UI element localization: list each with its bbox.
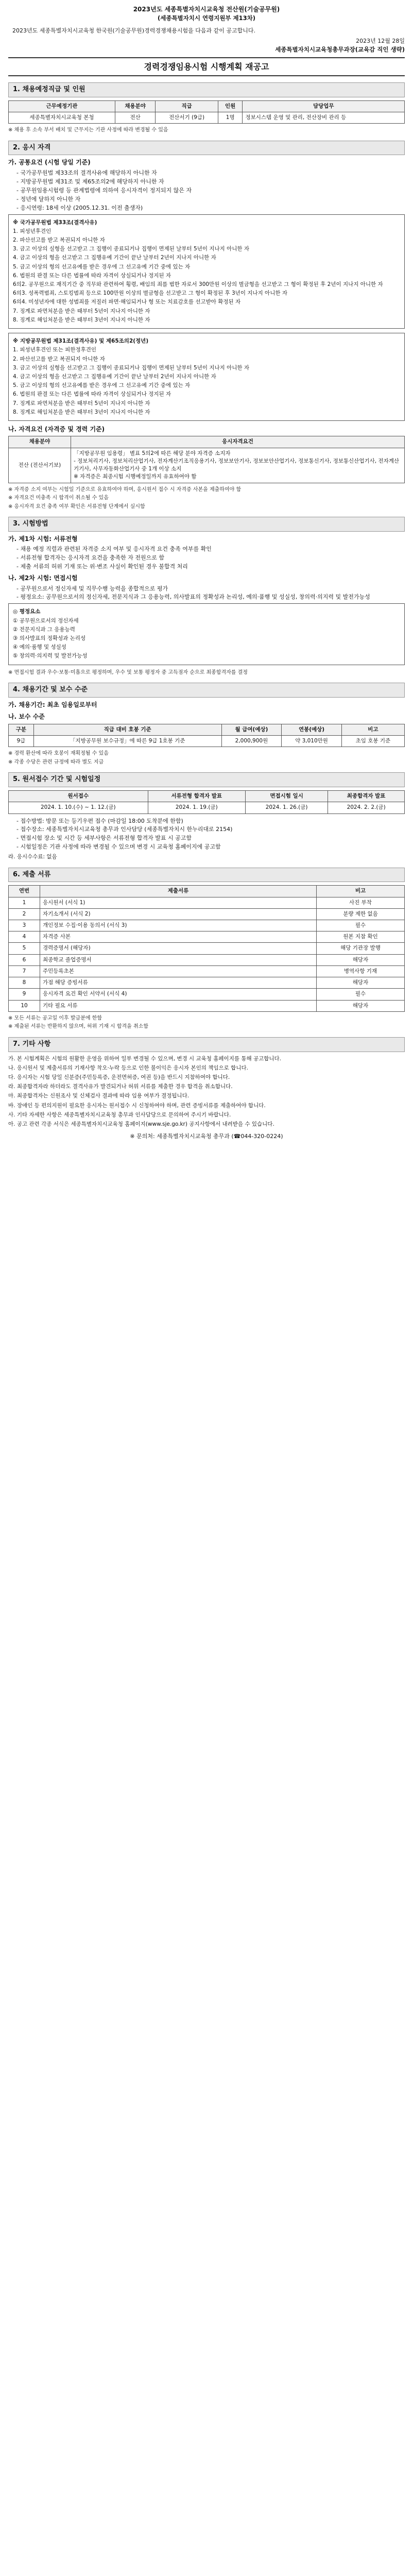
cell: 약 3,010만원: [282, 736, 341, 747]
table-row: [9, 965, 405, 977]
documents-table: [8, 885, 405, 1011]
col-monthly: 월 급여(예상): [221, 724, 282, 735]
list-item: 5. 금고 이상의 형의 선고유예를 받은 경우에 그 선고유예 기간 중에 있는 자: [13, 263, 191, 270]
list-item: ② 전문지식과 그 응용능력: [13, 626, 75, 633]
table-row: [9, 897, 405, 908]
cell: 2024. 1. 26.(금): [245, 802, 328, 814]
col-application: 원서접수: [9, 791, 148, 802]
list-item: - 시험일정은 기관 사정에 따라 변경될 수 있으며 변경 시 교육청 홈페이지에 공고함: [16, 843, 405, 851]
section-7-heading: 7. 기타 사항: [8, 1037, 405, 1052]
qualification-heading: 나. 자격요건 (자격증 및 경력 기준): [8, 426, 105, 433]
cell: 병역사항 기재: [317, 965, 405, 977]
list-item: - 정년에 달하지 아니한 자: [16, 195, 405, 204]
term-heading: 가. 채용기간: 최초 임용일로부터: [8, 701, 97, 709]
cell: 전산서기 (9급): [156, 112, 218, 123]
local-title: ※ 지방공무원법 제31조(결격사유) 및 제65조의2(정년): [13, 338, 149, 345]
table-row: [9, 736, 405, 747]
cell: 2,000,900원: [221, 736, 282, 747]
section-5-heading: 5. 원서접수 기간 및 시험일정: [8, 772, 405, 787]
table-row: [9, 112, 405, 123]
col-final-result: 최종합격자 발표: [328, 791, 405, 802]
table-row: [9, 1000, 405, 1011]
cell: 가점 해당 증빙서류: [40, 977, 317, 989]
cell: 4: [9, 931, 40, 943]
contact-line: ※ 문의처: 세종특별자치시교육청 총무과 (☎044-320-0224): [130, 1133, 283, 1140]
col-document: 제출서류: [40, 886, 317, 897]
list-item: 6의2. 공무원으로 재직기간 중 직무와 관련하여 횡령, 배임의 죄를 범한 자로서 300만원 이상의 벌금형을 선고받고 그 형이 확정된 후 2년이 지나지 아니한 자: [13, 281, 383, 288]
cell: 필수: [317, 920, 405, 931]
interview-heading: 나. 제2차 시험: 면접시험: [8, 574, 78, 582]
cell: 8: [9, 977, 40, 989]
cell: 원본 지참 확인: [317, 931, 405, 943]
section-3-heading: 3. 시험방법: [8, 517, 405, 532]
table-row: [9, 931, 405, 943]
header-intro: 2023년도 세종특별자치시교육청 한국원(기술공무원)경력경쟁채용시험을 다음과 같이 공고합니다.: [12, 27, 255, 35]
other-item: 라. 최종합격자라 하더라도 결격사유가 발견되거나 허위 서류를 제출한 경우 합격을 취소합니다.: [8, 1083, 233, 1090]
header-top-line: 2023년도 세종특별자치시교육청 전산원(기술공무원): [133, 6, 280, 13]
title-block: [8, 57, 405, 76]
col-agency: 근무예정기관: [9, 100, 115, 112]
application-fee: 라. 응시수수료: 없음: [8, 854, 57, 860]
list-item: 7. 징계로 파면처분을 받은 때부터 5년이 지나지 아니한 자: [13, 400, 150, 406]
list-item: 6의3. 성폭력범죄, 스토킹범죄 등으로 100만원 이상의 벌금형을 선고받고 그 형이 확정된 후 3년이 지나지 아니한 자: [13, 290, 287, 297]
cell: 해당자: [317, 954, 405, 965]
cell: 개인정보 수집·이용 동의서 (서식 3): [40, 920, 317, 931]
req-line: ※ 자격증은 최종시험 시행예정일까지 유효하여야 함: [74, 473, 197, 480]
list-item: 2. 파산선고를 받고 복권되지 아니한 자: [13, 236, 105, 243]
list-item: ④ 예의·품행 및 성실성: [13, 644, 66, 651]
table-row: [9, 908, 405, 920]
evaluation-box: [8, 603, 405, 665]
cell: 5: [9, 943, 40, 954]
col-count: 인원: [218, 100, 243, 112]
cell: 10: [9, 1000, 40, 1011]
pay-heading: 나. 보수 수준: [8, 713, 45, 721]
section-6-heading: 6. 제출 서류: [8, 868, 405, 883]
col-remarks: 비고: [317, 886, 405, 897]
cell: 응시원서 (서식 1): [40, 897, 317, 908]
list-item: - 국가공무원법 제33조의 결격사유에 해당하지 아니한 자: [16, 169, 405, 177]
documents-note: ※ 모든 서류는 공고일 이후 발급분에 한함: [8, 1015, 102, 1021]
cell: 초임 호봉 기준: [341, 736, 404, 747]
list-item: 8. 징계로 해임처분을 받은 때부터 3년이 지나지 아니한 자: [13, 316, 150, 323]
screening-list: [8, 545, 405, 571]
cell: 1명: [218, 112, 243, 123]
other-item: 가. 본 시험계획은 시험의 원활한 운영을 위하여 일부 변경될 수 있으며, 변경 시 교육청 홈페이지를 통해 공고합니다.: [8, 1055, 281, 1062]
cell: 2: [9, 908, 40, 920]
list-item: - 면접시험 장소 및 시간 등 세부사항은 서류전형 합격자 발표 시 공고함: [16, 834, 405, 842]
list-item: - 접수장소: 세종특별자치시교육청 총무과 인사담당 (세종특별자치시 한누리대로 2154): [16, 825, 405, 834]
list-item: 8. 징계로 해임처분을 받은 때부터 3년이 지나지 아니한 자: [13, 409, 150, 415]
cell: 기타 필요 서류: [40, 1000, 317, 1011]
list-item: 1. 피성년후견인: [13, 228, 51, 234]
col-field: 채용분야: [115, 100, 155, 112]
cell: [71, 448, 405, 483]
list-item: 1. 피성년후견인 또는 피한정후견인: [13, 347, 97, 353]
list-item: 6. 법원의 판결 또는 다른 법률에 따라 자격이 상실되거나 정지된 자: [13, 272, 171, 279]
other-item: 다. 응시자는 시험 당일 신분증(주민등록증, 운전면허증, 여권 등)을 반드시 지참하여야 합니다.: [8, 1074, 230, 1081]
documents-note: ※ 제출된 서류는 반환하지 않으며, 허위 기재 시 합격을 취소함: [8, 1024, 149, 1030]
list-item: ⑤ 창의력·의지력 및 발전가능성: [13, 653, 88, 659]
cell: 전산: [115, 112, 155, 123]
common-req-heading: 가. 공통요건 (시험 당일 기준): [8, 159, 91, 166]
cell: 해당자: [317, 1000, 405, 1011]
local-disqualification-box: [8, 333, 405, 421]
list-item: 4. 금고 이상의 형을 선고받고 그 집행유예 기간이 끝난 날부터 2년이 지나지 아니한 자: [13, 255, 216, 261]
pay-note: ※ 경력 환산에 따라 호봉이 재획정될 수 있음: [8, 751, 109, 757]
cell: 정보시스템 운영 및 관리, 전산장비 관리 등: [243, 112, 405, 123]
cell: 응시자격 요건 확인 서약서 (서식 4): [40, 989, 317, 1000]
recruitment-notice: [8, 0, 405, 1151]
list-item: - 채용 예정 직렬과 관련된 자격증 소지 여부 및 응시자격 요건 충족 여부를 확인: [16, 545, 405, 553]
qualification-note: ※ 자격증 소지 여부는 시험일 기준으로 유효하여야 하며, 응시원서 접수 시 자격증 사본을 제출하여야 함: [8, 486, 242, 493]
list-item: 6. 법원의 판결 또는 다른 법률에 따라 자격이 상실되거나 정지된 자: [13, 391, 171, 398]
col-step: 직급 대비 호봉 기준: [33, 724, 221, 735]
issuing-org: 세종특별자치시교육청총무과장(교육감 직인 생략): [275, 45, 405, 53]
col-class: 구분: [9, 724, 34, 735]
list-item: 3. 금고 이상의 실형을 선고받고 그 집행이 종료되거나 집행이 면제된 날부터 5년이 지나지 아니한 자: [13, 246, 250, 252]
cell: 해당 기관장 발행: [317, 943, 405, 954]
qualification-note: ※ 응시자격 요건 충족 여부 확인은 서류전형 단계에서 실시함: [8, 503, 145, 510]
cell: 주민등록초본: [40, 965, 317, 977]
other-item: 마. 최종합격자는 신원조사 및 신체검사 결과에 따라 임용 여부가 결정됩니다.: [8, 1093, 190, 1099]
req-line: 「지방공무원 임용령」 별표 5의2에 따른 해당 분야 자격증 소지자: [74, 450, 231, 456]
cell: 3: [9, 920, 40, 931]
cell: 해당자: [317, 977, 405, 989]
qualification-table: [8, 436, 405, 483]
table-row: [9, 954, 405, 965]
list-item: - 평정요소: 공무원으로서의 정신자세, 전문지식과 그 응용능력, 의사발표의 정확성과 논리성, 예의·품행 및 성실성, 창의력·의지력 및 발전가능성: [16, 593, 405, 601]
section-4-heading: 4. 채용기간 및 보수 수준: [8, 683, 405, 698]
pay-table: [8, 724, 405, 747]
table-row: [9, 977, 405, 989]
col-annual: 연봉(예상): [282, 724, 341, 735]
cell: 9: [9, 989, 40, 1000]
cell: 자기소개서 (서식 2): [40, 908, 317, 920]
list-item: ① 공무원으로서의 정신자세: [13, 617, 79, 624]
list-item: - 지방공무원법 제31조 및 제65조의2에 해당하지 아니한 자: [16, 178, 405, 186]
list-item: - 서류전형 합격자는 응시자격 요건을 충족한 자 전원으로 함: [16, 554, 405, 562]
cell: 전산 (전산서기보): [9, 448, 71, 483]
cell: 경력증명서 (해당자): [40, 943, 317, 954]
list-item: 4. 금고 이상의 형을 선고받고 그 집행유예 기간이 끝난 날부터 2년이 지나지 아니한 자: [13, 374, 216, 380]
list-item: 5. 금고 이상의 형의 선고유예를 받은 경우에 그 선고유예 기간 중에 있는 자: [13, 382, 191, 389]
pay-note: ※ 각종 수당은 관련 규정에 따라 별도 지급: [8, 759, 104, 765]
section-1-heading: 1. 채용예정직급 및 인원: [8, 82, 405, 97]
other-item: 바. 장애인 등 편의지원이 필요한 응시자는 원서접수 시 신청하여야 하며, 관련 증빙서류를 제출하여야 합니다.: [8, 1102, 266, 1109]
col-screening-result: 서류전형 합격자 발표: [148, 791, 245, 802]
other-item: 사. 기타 자세한 사항은 세종특별자치시교육청 총무과 인사담당으로 문의하여 주시기 바랍니다.: [8, 1111, 231, 1118]
notice-date: 2023년 12월 28일: [356, 38, 405, 44]
schedule-list: [8, 817, 405, 852]
positions-note: ※ 채용 후 소속 부서 배치 및 근무지는 기관 사정에 따라 변경될 수 있음: [8, 127, 168, 133]
table-row: [9, 943, 405, 954]
cell: 「지방공무원 보수규정」에 따른 9급 1호봉 기준: [33, 736, 221, 747]
list-item: 6의4. 미성년자에 대한 성범죄를 저질러 파면·해임되거나 형 또는 치료감호를 선고받아 확정된 자: [13, 299, 241, 306]
qualification-note: ※ 자격요건 미충족 시 합격이 취소될 수 있음: [8, 495, 109, 501]
cell: 6: [9, 954, 40, 965]
disqualification-box: [8, 214, 405, 329]
table-row: [9, 802, 405, 814]
list-item: - 접수방법: 방문 또는 등기우편 접수 (마감일 18:00 도착분에 한함): [16, 817, 405, 825]
screening-heading: 가. 제1차 시험: 서류전형: [8, 535, 78, 543]
list-item: - 공무원임용시험령 등 관계법령에 의하여 응시자격이 정지되지 않은 자: [16, 187, 405, 195]
cell: 최종학교 졸업증명서: [40, 954, 317, 965]
col-field: 채용분야: [9, 436, 71, 448]
cell: 2024. 1. 19.(금): [148, 802, 245, 814]
disqual-title: ※ 국가공무원법 제33조(결격사유): [13, 219, 97, 226]
cell: 7: [9, 965, 40, 977]
cell: 1: [9, 897, 40, 908]
eval-title: ◎ 평정요소: [13, 608, 41, 615]
other-item: 아. 공고 관련 각종 서식은 세종특별자치시교육청 홈페이지(www.sje.go.kr) 공지사항에서 내려받을 수 있습니다.: [8, 1121, 274, 1128]
section-2-heading: 2. 응시 자격: [8, 141, 405, 156]
col-duties: 담당업무: [243, 100, 405, 112]
col-requirements: 응시자격요건: [71, 436, 405, 448]
req-line: - 정보처리기사, 정보처리산업기사, 전자계산기조직응용기사, 정보보안기사, 정보보안산업기사, 정보통신기사, 정보통신산업기사, 전자계산기기사, 사무자동화산업기사 중 1개 이상 소지: [74, 457, 400, 472]
table-row: [9, 920, 405, 931]
list-item: 7. 징계로 파면처분을 받은 때부터 5년이 지나지 아니한 자: [13, 308, 150, 314]
cell: 자격증 사본: [40, 931, 317, 943]
interview-result-note: ※ 면접시험 결과 우수·보통·미흡으로 평정하며, 우수 및 보통 평정자 중 고득점자 순으로 최종합격자를 결정: [8, 669, 248, 675]
list-item: - 공무원으로서 정신자세 및 직무수행 능력을 종합적으로 평가: [16, 585, 405, 593]
cell: 세종특별자치시교육청 본청: [9, 112, 115, 123]
list-item: - 제출 서류의 허위 기재 또는 위·변조 사실이 확인된 경우 불합격 처리: [16, 563, 405, 571]
col-interview: 면접시험 일시: [245, 791, 328, 802]
table-row: [9, 989, 405, 1000]
col-no: 연번: [9, 886, 40, 897]
cell: 9급: [9, 736, 34, 747]
cell: 2024. 2. 2.(금): [328, 802, 405, 814]
cell: 사진 부착: [317, 897, 405, 908]
cell: 2024. 1. 10.(수) ~ 1. 12.(금): [9, 802, 148, 814]
cell: 필수: [317, 989, 405, 1000]
interview-list: [8, 585, 405, 602]
schedule-table: [8, 790, 405, 814]
col-grade: 직급: [156, 100, 218, 112]
list-item: ③ 의사발표의 정확성과 논리성: [13, 635, 86, 642]
positions-table: [8, 100, 405, 124]
list-item: - 응시연령: 18세 이상 (2005.12.31. 이전 출생자): [16, 204, 405, 212]
table-row: [9, 448, 405, 483]
col-remarks: 비고: [341, 724, 404, 735]
list-item: 3. 금고 이상의 실형을 선고받고 그 집행이 종료되거나 집행이 면제된 날부터 5년이 지나지 아니한 자: [13, 364, 250, 371]
cell: 분량 제한 없음: [317, 908, 405, 920]
other-item: 나. 응시원서 및 제출서류의 기재사항 착오·누락 등으로 인한 불이익은 응시자 본인의 책임으로 합니다.: [8, 1064, 248, 1071]
page-title: 경력경쟁임용시험 시행계획 재공고: [144, 61, 269, 72]
list-item: 2. 파산선고를 받고 복권되지 아니한 자: [13, 355, 105, 362]
common-req-list: [8, 169, 405, 212]
header-sub-line: (세종특별자치시 연령지원부 제13차): [157, 14, 256, 22]
